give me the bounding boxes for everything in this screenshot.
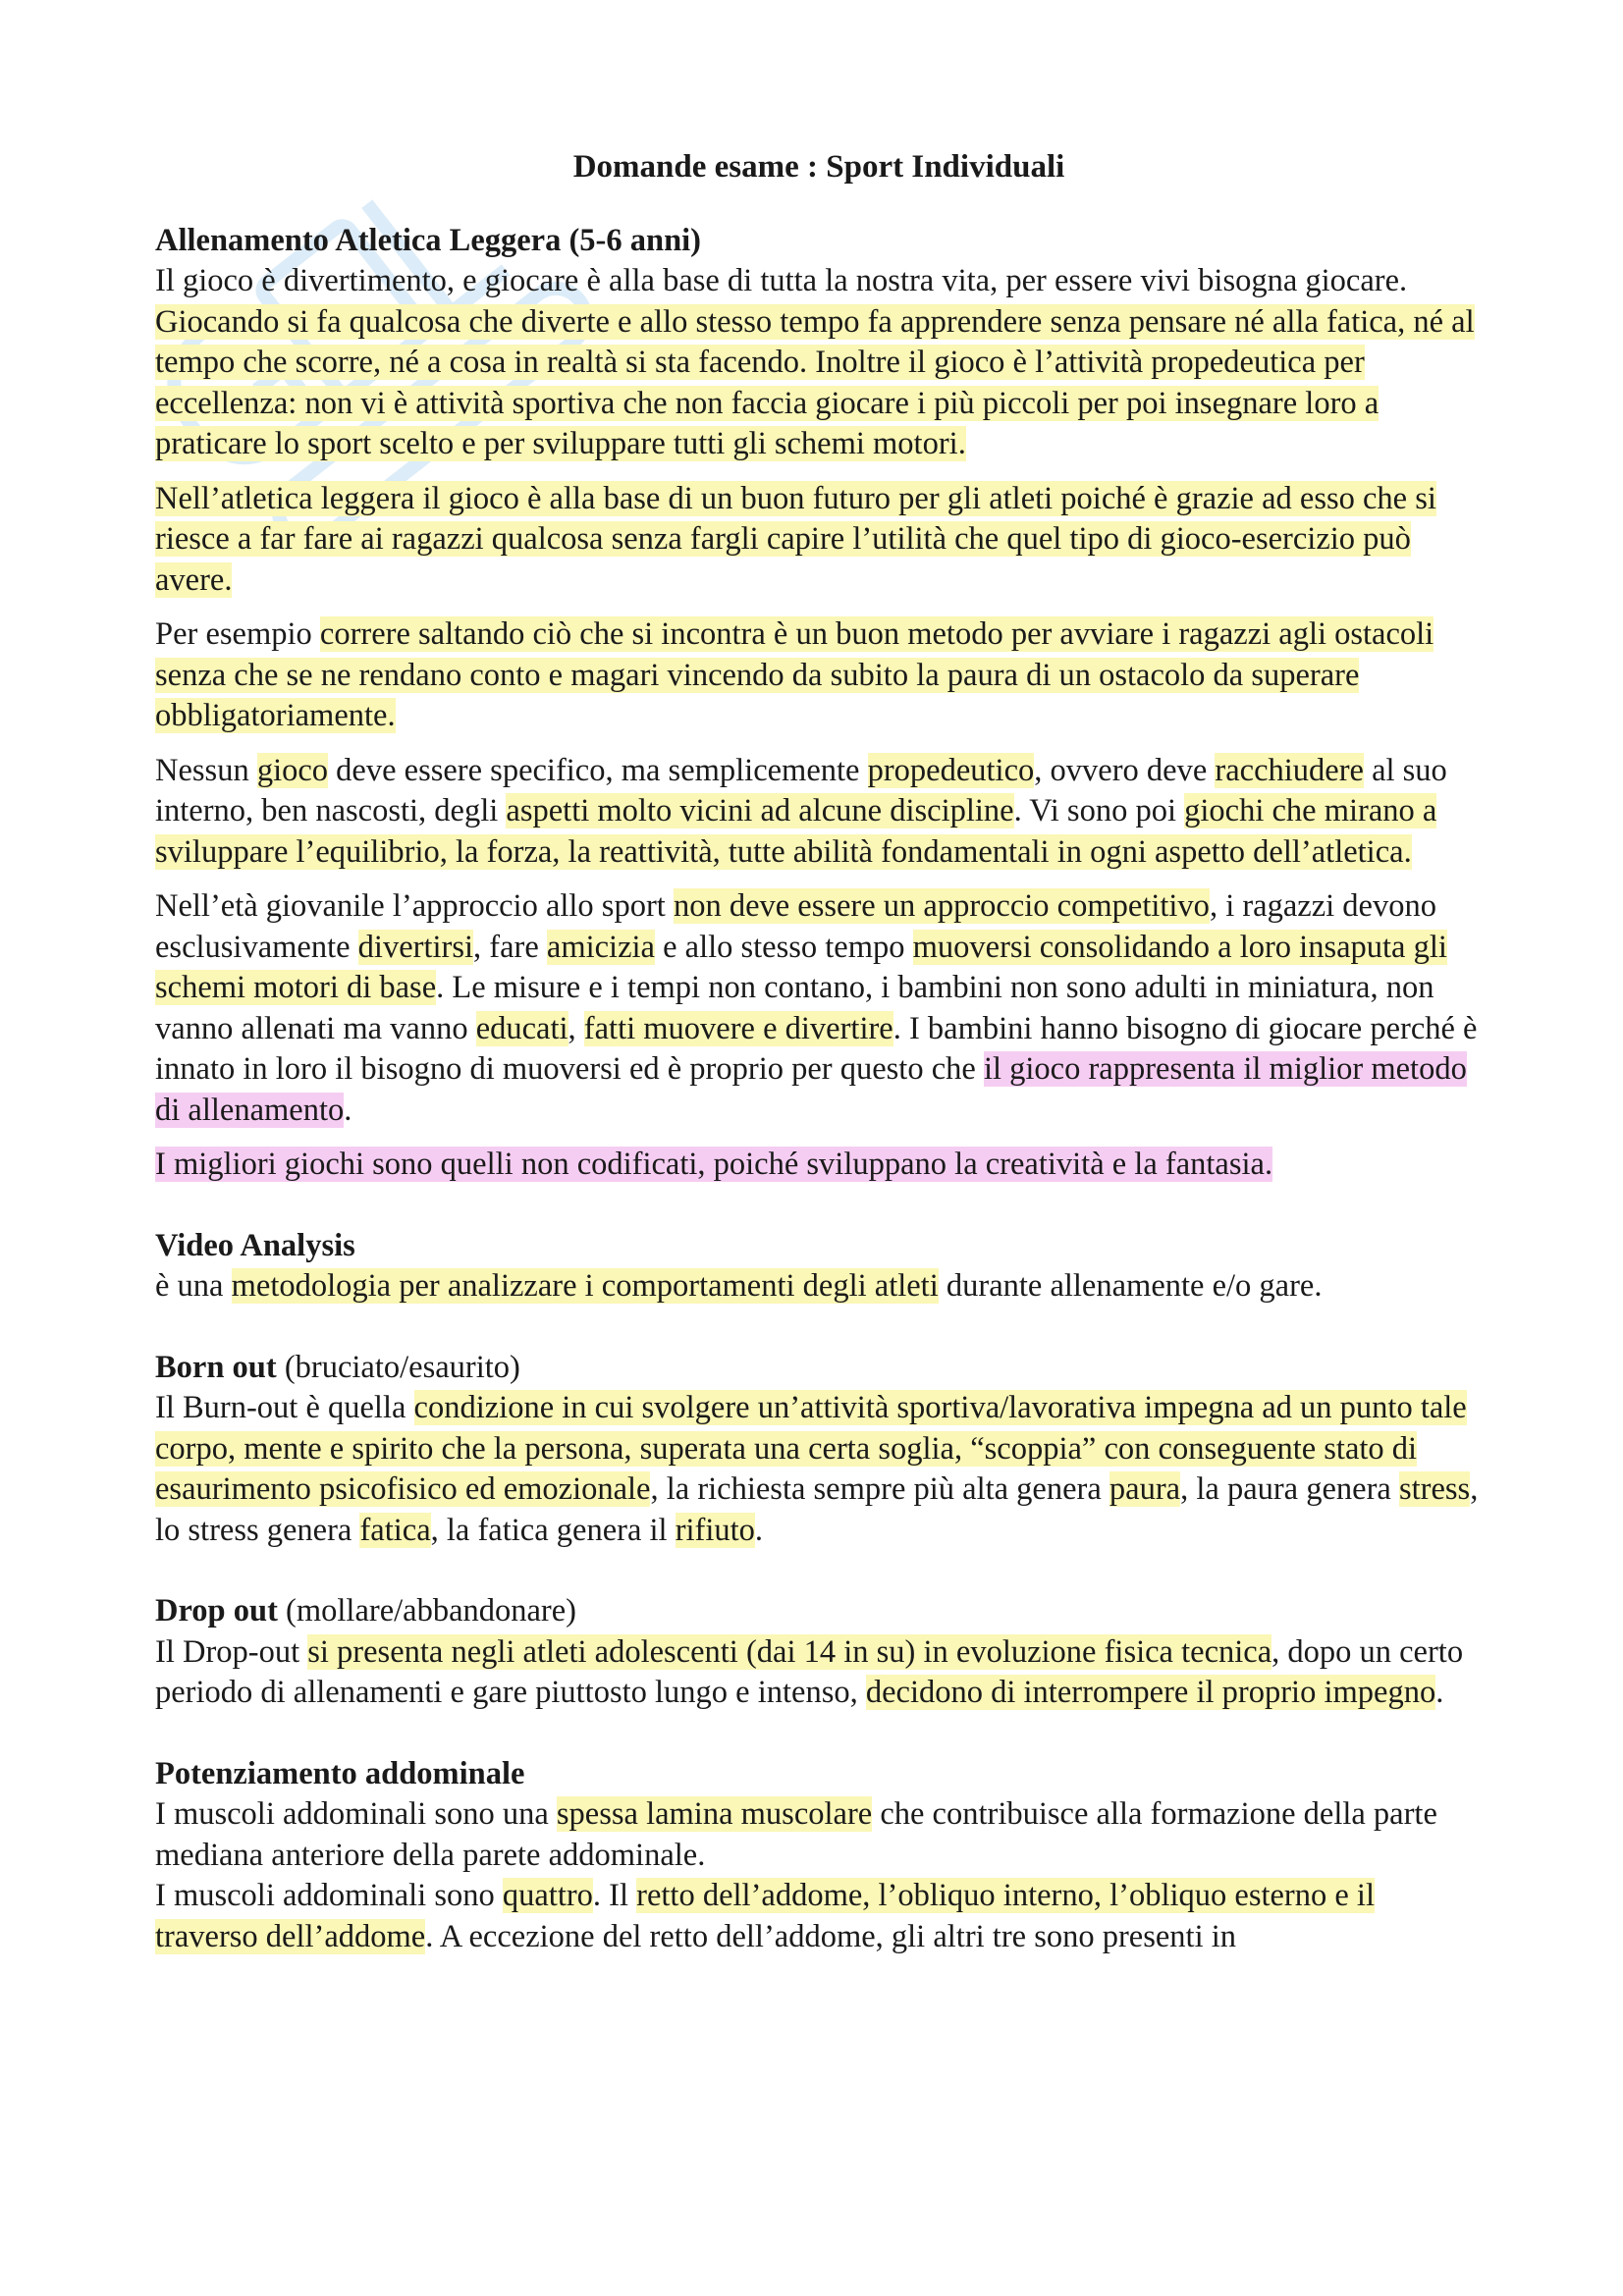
paragraph bbox=[155, 1876, 1483, 1957]
document-page bbox=[155, 147, 1483, 1957]
section-heading: Potenziamento addominale bbox=[155, 1755, 525, 1791]
highlighted-text: aspetti molto vicini ad alcune discipline bbox=[506, 793, 1014, 828]
text-run: . bbox=[754, 1512, 764, 1548]
highlighted-text: gioco bbox=[256, 752, 329, 788]
highlighted-text: quattro bbox=[502, 1878, 593, 1913]
paragraph bbox=[155, 1145, 1483, 1186]
text-run: e allo stesso tempo bbox=[654, 929, 913, 965]
text-run: , la paura genera bbox=[1180, 1471, 1399, 1507]
text-run: Il Drop-out bbox=[155, 1633, 308, 1670]
section-heading-line bbox=[155, 1591, 1483, 1632]
highlighted-text: non deve essere un approccio competitivo bbox=[673, 888, 1210, 924]
text-run: , i ragazzi devono esclusivamente bbox=[155, 888, 1436, 965]
section-addominale bbox=[155, 1754, 1483, 1958]
highlighted-text: Giocando si fa qualcosa che diverte e allo stesso tempo fa apprendere senza pensare né alla fatica, né al tempo che scorre, né a cosa in realtà si sta facendo. Inoltre il gioco è l’attività propedeutica per eccellenza: non vi è attività sportiva che non faccia giocare i più piccoli per poi insegnare loro a praticare lo sport scelto e per sviluppare tutti gli schemi motori. bbox=[155, 303, 1475, 461]
text-run: I muscoli addominali sono una bbox=[155, 1796, 557, 1832]
text-run: , bbox=[568, 1010, 584, 1046]
text-run: . Il bbox=[592, 1878, 637, 1913]
highlighted-text: fatica bbox=[359, 1512, 431, 1548]
highlighted-text: decidono di interrompere il proprio impegno bbox=[865, 1675, 1436, 1710]
text-run: , fare bbox=[473, 929, 547, 965]
text-run: al suo interno, ben nascosti, degli bbox=[155, 752, 1447, 828]
text-run: deve essere specifico, ma semplicemente bbox=[328, 752, 868, 788]
highlighted-text: rifiuto bbox=[675, 1512, 755, 1548]
paragraph bbox=[155, 1266, 1483, 1308]
highlighted-text: divertirsi bbox=[357, 929, 474, 965]
paragraph bbox=[155, 1794, 1483, 1876]
section-heading: Video Analysis bbox=[155, 1227, 355, 1263]
section-drop-out bbox=[155, 1591, 1483, 1714]
text-run: , ovvero deve bbox=[1034, 752, 1216, 788]
highlighted-text: si presenta negli atleti adolescenti (dai 14 in su) in evoluzione fisica tecnica bbox=[307, 1633, 1272, 1670]
text-run: I muscoli addominali sono bbox=[155, 1878, 503, 1913]
paragraph bbox=[155, 479, 1483, 602]
text-run: che contribuisce alla formazione della parte mediana anteriore della parete addominale. bbox=[155, 1796, 1437, 1873]
paragraph bbox=[155, 614, 1483, 737]
highlighted-text: il gioco rappresenta il miglior metodo di allenamento bbox=[155, 1051, 1467, 1128]
section-heading: Allenamento Atletica Leggera (5-6 anni) bbox=[155, 222, 702, 258]
highlighted-text: amicizia bbox=[546, 929, 655, 965]
text-run: . A eccezione del retto dell’addome, gli altri tre sono presenti in bbox=[425, 1918, 1237, 1954]
highlighted-text: racchiudere bbox=[1215, 752, 1364, 788]
text-run: , la richiesta sempre più alta genera bbox=[650, 1471, 1109, 1507]
text-run: Il gioco è divertimento, e giocare è alla base di tutta la nostra vita, per essere vivi bisogna giocare. bbox=[155, 263, 1408, 298]
paragraph bbox=[155, 1388, 1483, 1551]
paragraph bbox=[155, 261, 1483, 465]
text-run: Nell’età giovanile l’approccio allo sport bbox=[155, 888, 674, 924]
text-run: . Vi sono poi bbox=[1013, 793, 1185, 828]
paragraph bbox=[155, 886, 1483, 1131]
text-run: Il Burn-out è quella bbox=[155, 1390, 414, 1425]
text-run: , dopo un certo periodo di allenamenti e gare piuttosto lungo e intenso, bbox=[155, 1633, 1464, 1710]
highlighted-text: propedeutico bbox=[867, 752, 1035, 788]
section-heading: Drop out bbox=[155, 1593, 278, 1629]
highlighted-text: condizione in cui svolgere un’attività sportiva/lavorativa impegna ad un punto tale corpo, mente e spirito che la persona, superata una certa soglia, “scoppia” con conseguente stato di esaurimento psicofisico ed emozionale bbox=[155, 1390, 1467, 1507]
text-run: . I bambini hanno bisogno di giocare perché è innato in loro il bisogno di muoversi ed è proprio per questo che bbox=[155, 1010, 1478, 1087]
heading-note: (mollare/abbandonare) bbox=[277, 1593, 576, 1629]
section-burn-out bbox=[155, 1348, 1483, 1552]
page-title: Domande esame : Sport Individuali bbox=[572, 149, 1065, 185]
highlighted-text: retto dell’addome, l’obliquo interno, l’obliquo esterno e il traverso dell’addome bbox=[155, 1878, 1375, 1954]
section-heading: Born out bbox=[155, 1349, 277, 1385]
text-run: Per esempio bbox=[155, 616, 320, 652]
section-video-analysis bbox=[155, 1226, 1483, 1308]
text-run: , la fatica genera il bbox=[430, 1512, 676, 1548]
heading-note: (bruciato/esaurito) bbox=[276, 1349, 520, 1385]
paragraph bbox=[155, 1632, 1483, 1714]
highlighted-text: muoversi consolidando a loro insaputa gli schemi motori di base bbox=[155, 929, 1447, 1005]
highlighted-text: correre saltando ciò che si incontra è un buon metodo per avviare i ragazzi agli ostacoli senza che se ne rendano conto e magari vincendo da subito la paura di un ostacolo da superare obbligatoriamente. bbox=[155, 616, 1434, 733]
section-heading-line bbox=[155, 1348, 1483, 1389]
text-run: . bbox=[1435, 1675, 1444, 1710]
paragraph bbox=[155, 751, 1483, 874]
text-run: . Le misure e i tempi non contano, i bambini non sono adulti in miniatura, non vanno allenati ma vanno bbox=[155, 970, 1434, 1046]
highlighted-text: stress bbox=[1398, 1471, 1471, 1507]
highlighted-text: paura bbox=[1109, 1471, 1181, 1507]
highlighted-text: fatti muovere e divertire bbox=[583, 1010, 893, 1046]
highlighted-text: giochi che mirano a sviluppare l’equilibrio, la forza, la reattività, tutte abilità fondamentali in ogni aspetto dell’atletica. bbox=[155, 793, 1437, 870]
highlighted-text: spessa lamina muscolare bbox=[556, 1796, 873, 1832]
highlighted-text: I migliori giochi sono quelli non codificati, poiché sviluppano la creatività e la fantasia. bbox=[155, 1147, 1273, 1182]
highlighted-text: educati bbox=[475, 1010, 568, 1046]
text-run: , lo stress genera bbox=[155, 1471, 1479, 1548]
text-run: Nessun bbox=[155, 752, 257, 788]
section-atletica bbox=[155, 221, 1483, 1186]
text-run: è una bbox=[155, 1268, 232, 1304]
text-run: . bbox=[344, 1092, 352, 1128]
highlighted-text: Nell’atletica leggera il gioco è alla base di un buon futuro per gli atleti poiché è grazie ad esso che si riesce a far fare ai ragazzi qualcosa senza fargli capire l’utilità che quel tipo di gioco-esercizio può avere. bbox=[155, 480, 1436, 598]
highlighted-text: metodologia per analizzare i comportamenti degli atleti bbox=[231, 1268, 939, 1304]
text-run: durante allenamente e/o gare. bbox=[938, 1268, 1323, 1304]
